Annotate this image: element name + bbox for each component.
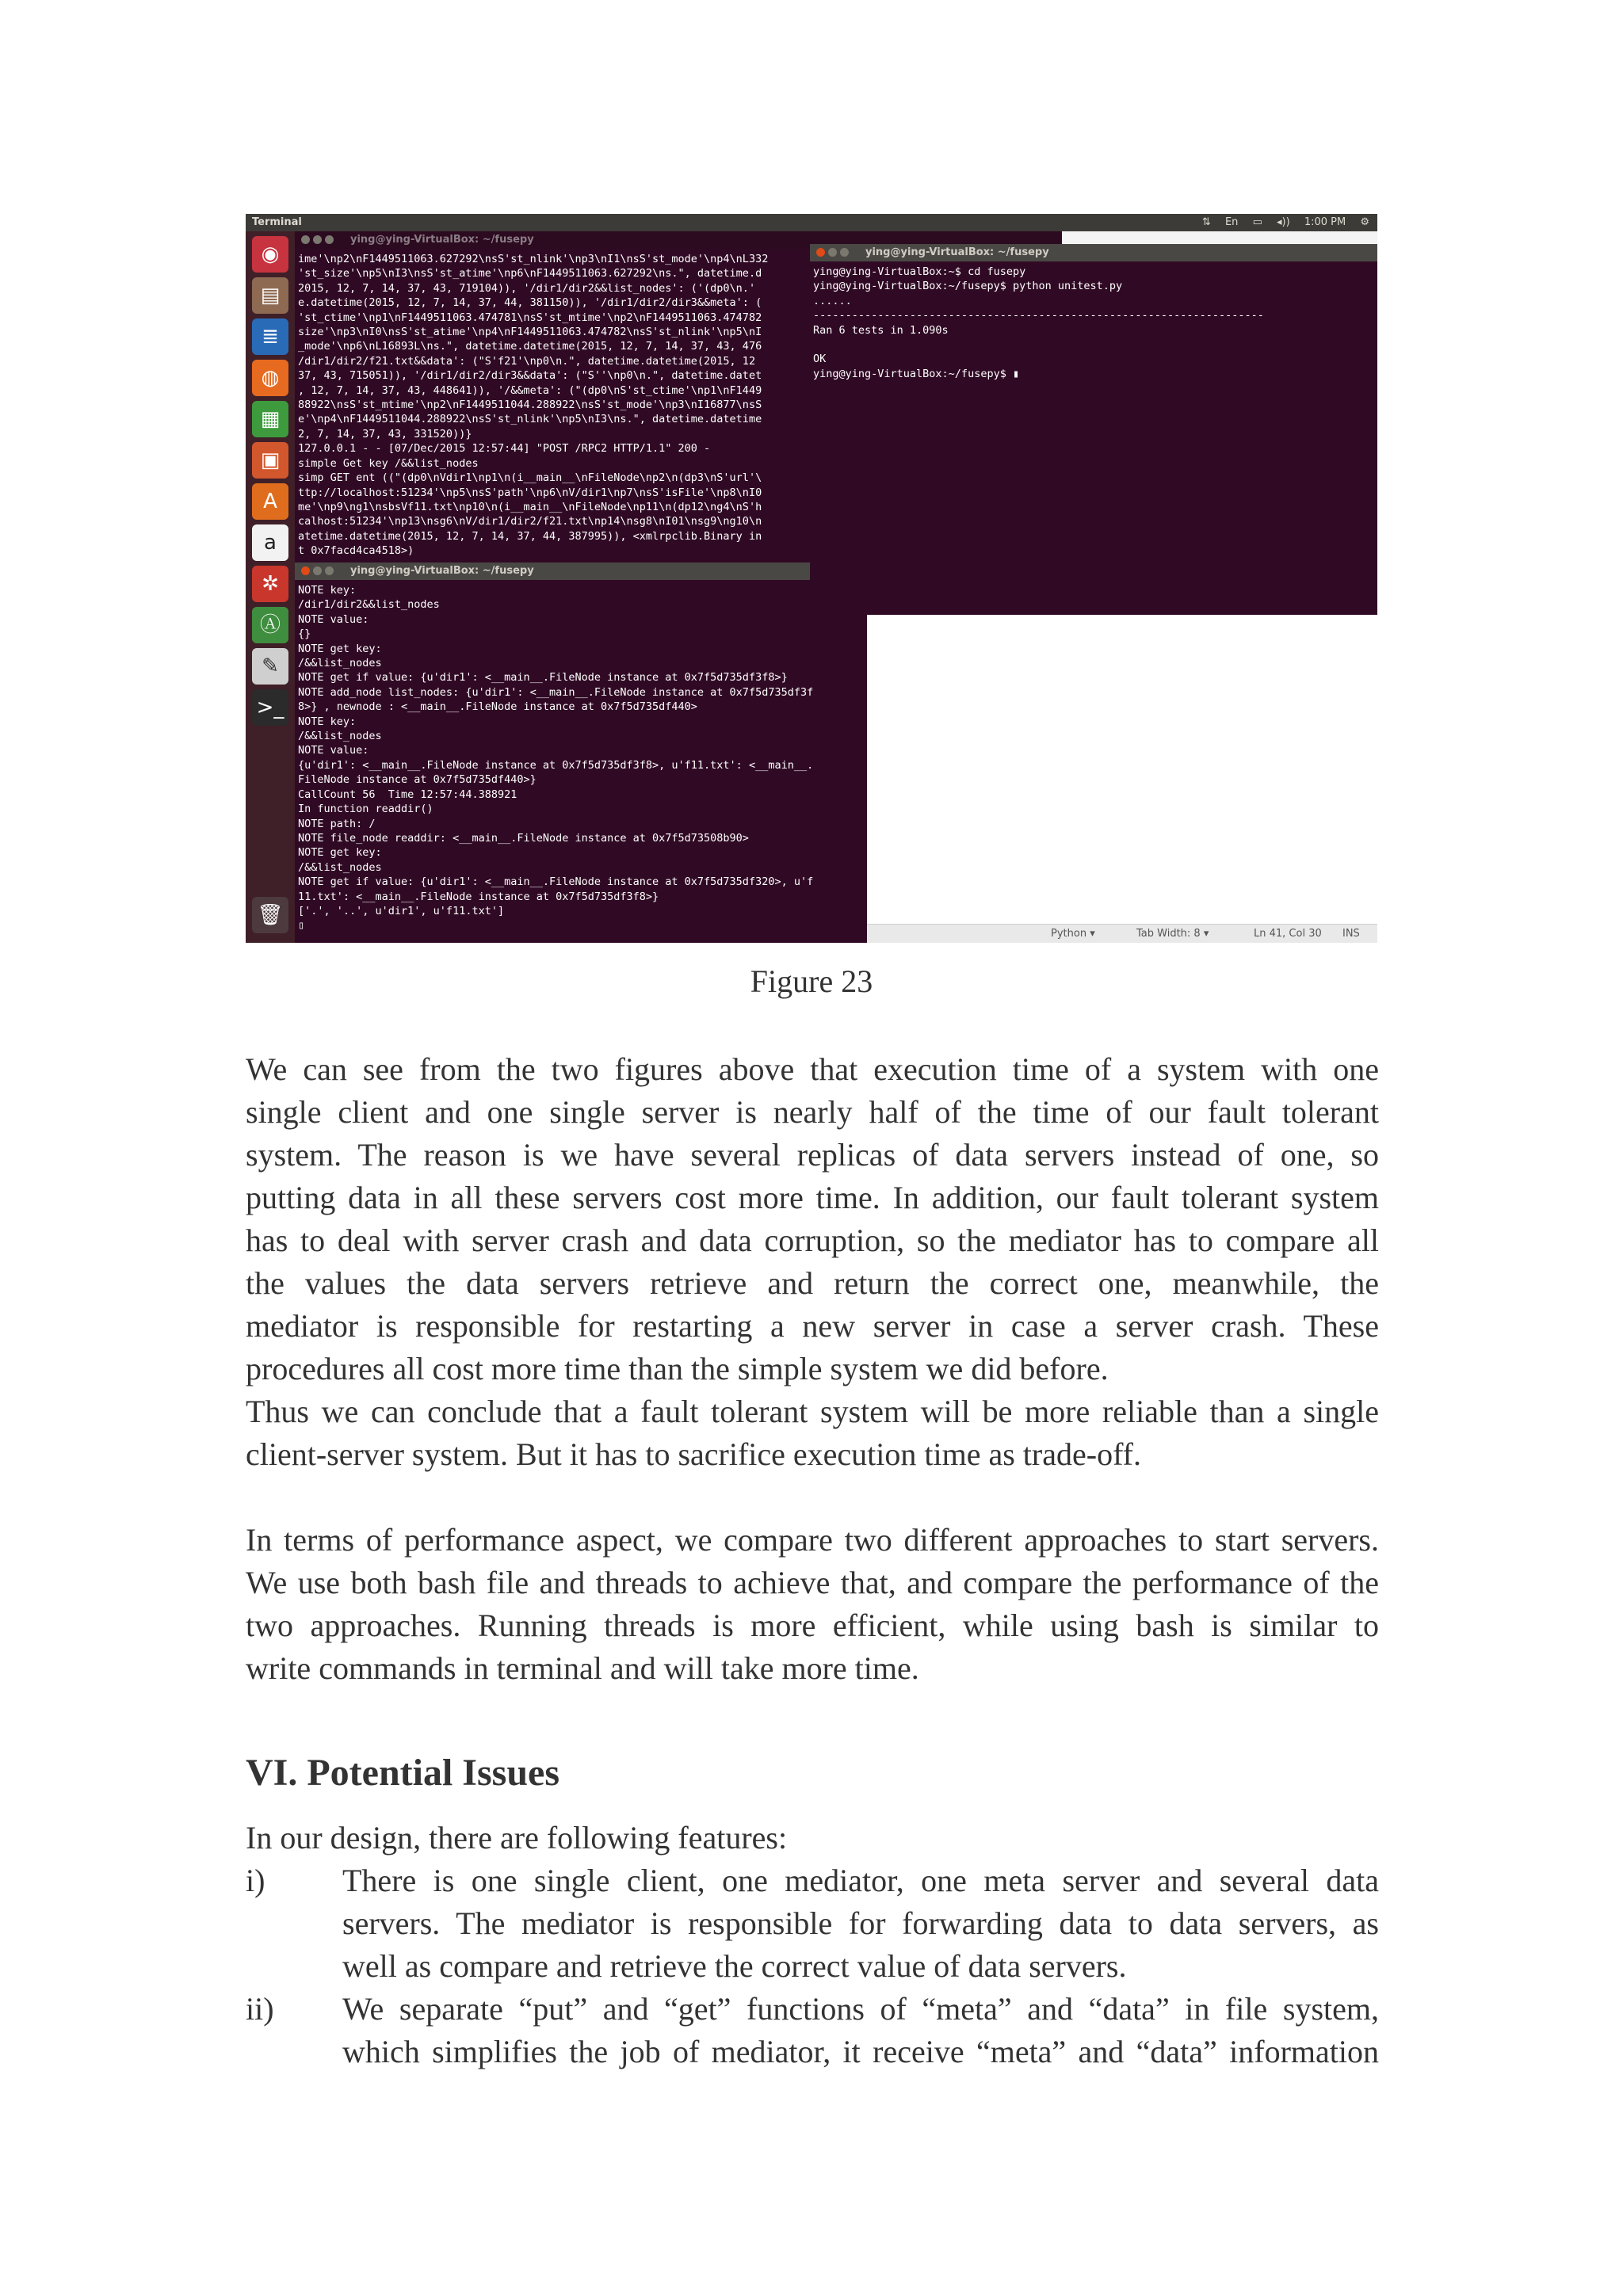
text-line: In our design, there are following features: [246, 1820, 788, 1855]
software-center-icon[interactable]: A [252, 483, 288, 520]
text-line: servers. The mediator is responsible for forwarding data to data servers, as [342, 1905, 1379, 1941]
paragraph-performance [246, 1519, 1379, 1690]
minimize-icon [313, 235, 322, 244]
text-line: Thus we can conclude that a fault tolerant system will be more reliable than a single [246, 1394, 1379, 1429]
list-item-number: ii) [246, 1991, 274, 2027]
unity-launcher [246, 231, 295, 943]
settings-icon[interactable]: ✲ [252, 566, 288, 602]
impress-icon[interactable]: ▣ [252, 442, 288, 479]
updater-icon[interactable]: Ⓐ [252, 607, 288, 643]
terminal-front-title: ying@ying-VirtualBox: ~/fusepy [865, 246, 1049, 258]
files-icon[interactable]: ▤ [252, 277, 288, 314]
amazon-icon[interactable]: a [252, 524, 288, 561]
minimize-icon [828, 248, 837, 257]
volume-icon[interactable]: ◂)) [1277, 216, 1290, 228]
settings-gear-icon[interactable]: ⚙ [1360, 216, 1369, 228]
terminal-front-titlebar[interactable] [810, 244, 1377, 261]
terminal-front-output: ying@ying-VirtualBox:~$ cd fusepy ying@ying-VirtualBox:~/fusepy$ python unitest.py ...... ---------------------------------------------------------------------- Ran 6 tests in 1.090s OK ying@ying-VirtualBox:~/fusepy$ ▮ [813, 265, 1264, 380]
terminal-back-title: ying@ying-VirtualBox: ~/fusepy [350, 234, 534, 246]
maximize-icon [325, 566, 334, 575]
terminal-window-left[interactable] [295, 563, 867, 943]
terminal-back-output: ime'\np2\nF1449511063.627292\nsS'st_nlink'\np3\nI1\nsS'st_mode'\np4\nL332 'st_size'\np5\nI3\nsS'st_atime'\np6\nF1449511063.627292\ns.", datetime.d 2015, 12, 7, 14, 37, 43, 719104)), '/dir1/dir2&&list_nodes': ('(dp0\n.' e.datetime(2015, 12, 7, 14, 37, 44, 381150)), '/dir1/dir2/dir3&&meta': ( 'st_ctime'\np1\nF1449511063.474781\nsS'st_mtime'\np2\nF1449511063.474782 size'\np3\nI0\nsS'st_atime'\np4\nF1449511063.474782\nsS'st_nlink'\np5\nI _mode'\np6\nL16893L\ns.", datetime.datetime(2015, 12, 7, 14, 37, 43, 476 /dir1/dir2/f21.txt&&data': ("S'f21'\np0\n.", datetime.datetime(2015, 12 37, 43, 715051)), '/dir1/dir2/dir3&&data': ("S''\np0\n.", datetime.datet , 12, 7, 14, 37, 43, 448641)), '/&&meta': ("(dp0\nS'st_ctime'\np1\nF1449 88922\nsS'st_mtime'\np2\nF1449511044.288922\nsS'st_mode'\np3\nI16877\nsS e'\np4\nF1449511044.288922\nsS'st_nlink'\np5\nI3\ns.", datetime.datetime 2, 7, 14, 37, 43, 331520))} 127.0.0.1 - - [07/Dec/2015 12:57:44] "POST /RPC2 HTTP/1.1" 200 - simple Get key /&&list_nodes simp GET ent (("(dp0\nVdir1\np1\n(i__main__\nFileNode\np2\n(dp3\nS'url'\ ttp://localhost:51234'\np5\nsS'path'\np6\nV/dir1\np7\nsS'isFile'\np8\nI0 me'\np9\ng1\nsbsVf11.txt\np10\n(i__main__\nFileNode\np11\n(dp12\ng4\nS'h calhost:51234'\np13\nsg6\nV/dir1/dir2/f21.txt\np14\nsg8\nI01\nsg9\ng10\n atetime.datetime(2015, 12, 7, 14, 37, 44, 387995)), <xmlrpclib.Binary in t 0x7facd4ca4518>) [298, 253, 769, 558]
list-item-number: i) [246, 1863, 265, 1898]
terminal-window-front[interactable] [810, 244, 1377, 615]
cursor-position: Ln 41, Col 30 [1254, 928, 1322, 940]
maximize-icon [840, 248, 849, 257]
list-item [342, 1988, 1379, 2073]
calc-icon[interactable]: ▦ [252, 401, 288, 437]
editor-statusbar [867, 924, 1377, 943]
window-controls[interactable] [816, 248, 852, 260]
text-line: In terms of performance aspect, we compare two different approaches to start servers. [246, 1522, 1379, 1558]
text-line: putting data in all these servers cost more time. In addition, our fault tolerant system [246, 1180, 1379, 1215]
figure-caption: Figure 23 [750, 963, 873, 999]
text-line: client-server system. But it has to sacrifice execution time as trade-off. [246, 1436, 1141, 1472]
text-line: two approaches. Running threads is more efficient, while using bash is similar to [246, 1608, 1379, 1643]
maximize-icon [325, 235, 334, 244]
active-app-name: Terminal [252, 216, 302, 228]
text-editor-area[interactable] [867, 615, 1377, 943]
text-line: write commands in terminal and will take more time. [246, 1650, 919, 1686]
window-controls[interactable] [301, 566, 337, 578]
text-editor-icon[interactable]: ✎ [252, 648, 288, 685]
section-heading: VI. Potential Issues [246, 1752, 560, 1794]
text-line: which simplifies the job of mediator, it receive “meta” and “data” information [342, 2034, 1379, 2069]
text-line: There is one single client, one mediator, one meta server and several data [342, 1863, 1379, 1898]
insert-mode: INS [1342, 928, 1360, 940]
text-line: procedures all cost more time than the simple system we did before. [246, 1351, 1109, 1386]
text-line: single client and one single server is nearly half of the time of our fault tolerant [246, 1094, 1379, 1130]
list-item [342, 1859, 1379, 1988]
desktop-top-panel [246, 214, 1377, 231]
paragraph-results [246, 1048, 1379, 1476]
terminal-left-output: NOTE key: /dir1/dir2&&list_nodes NOTE value: {} NOTE get key: /&&list_nodes NOTE get if value: {u'dir1': <__main__.FileNode instance at 0x7f5d735df3f8>} NOTE add_node list_nodes: {u'dir1': <__main__.FileNode instance at 0x7f5d735df3f 8>} , newnode : <__main__.FileNode instance at 0x7f5d735df440> NOTE key: /&&list_nodes NOTE value: {u'dir1': <__main__.FileNode instance at 0x7f5d735df3f8>, u'f11.txt': <__main__. FileNode instance at 0x7f5d735df440>} CallCount 56 Time 12:57:44.388921 In function readdir() NOTE path: / NOTE file_node readdir: <__main__.FileNode instance at 0x7f5d73508b90> NOTE get key: /&&list_nodes NOTE get if value: {u'dir1': <__main__.FileNode instance at 0x7f5d735df320>, u'f 11.txt': <__main__.FileNode instance at 0x7f5d735df3f8>} ['.', '..', u'dir1', u'f11.txt'] ▯ [298, 584, 814, 933]
minimize-icon [313, 566, 322, 575]
text-line: the values the data servers retrieve and return the correct one, meanwhile, the [246, 1265, 1379, 1301]
terminal-left-titlebar[interactable] [295, 563, 867, 580]
text-line: system. The reason is we have several replicas of data servers instead of one, so [246, 1137, 1379, 1173]
close-icon [301, 566, 310, 575]
language-selector[interactable]: Python ▾ [1051, 928, 1095, 940]
system-tray [1191, 216, 1369, 228]
text-line: mediator is responsible for restarting a new server in case a server crash. These [246, 1308, 1379, 1344]
figure-screenshot [246, 214, 1377, 943]
text-line: We use both bash file and threads to achieve that, and compare the performance of the [246, 1565, 1379, 1600]
firefox-icon[interactable]: ◍ [252, 360, 288, 396]
writer-icon[interactable]: ≣ [252, 318, 288, 355]
terminal-left-title: ying@ying-VirtualBox: ~/fusepy [350, 565, 534, 577]
close-icon [301, 235, 310, 244]
close-icon [816, 248, 825, 257]
network-icon[interactable]: ⇅ [1201, 216, 1211, 228]
text-line: well as compare and retrieve the correct value of data servers. [342, 1948, 1127, 1984]
terminal-icon[interactable]: >_ [252, 689, 288, 726]
battery-icon[interactable]: ▭ [1252, 216, 1262, 228]
clock[interactable]: 1:00 PM [1304, 216, 1346, 228]
trash-icon[interactable]: 🗑 [252, 897, 288, 933]
text-line: We separate “put” and “get” functions of “meta” and “data” in file system, [342, 1991, 1379, 2027]
text-line: We can see from the two figures above that execution time of a system with one [246, 1051, 1379, 1087]
window-controls[interactable] [301, 235, 337, 247]
tab-width-selector[interactable]: Tab Width: 8 ▾ [1136, 928, 1209, 940]
keyboard-layout-indicator[interactable]: En [1224, 216, 1239, 228]
features-intro [246, 1817, 1379, 1859]
ubuntu-dash-icon[interactable]: ◉ [252, 236, 288, 273]
text-line: has to deal with server crash and data corruption, so the mediator has to compare all [246, 1222, 1379, 1258]
